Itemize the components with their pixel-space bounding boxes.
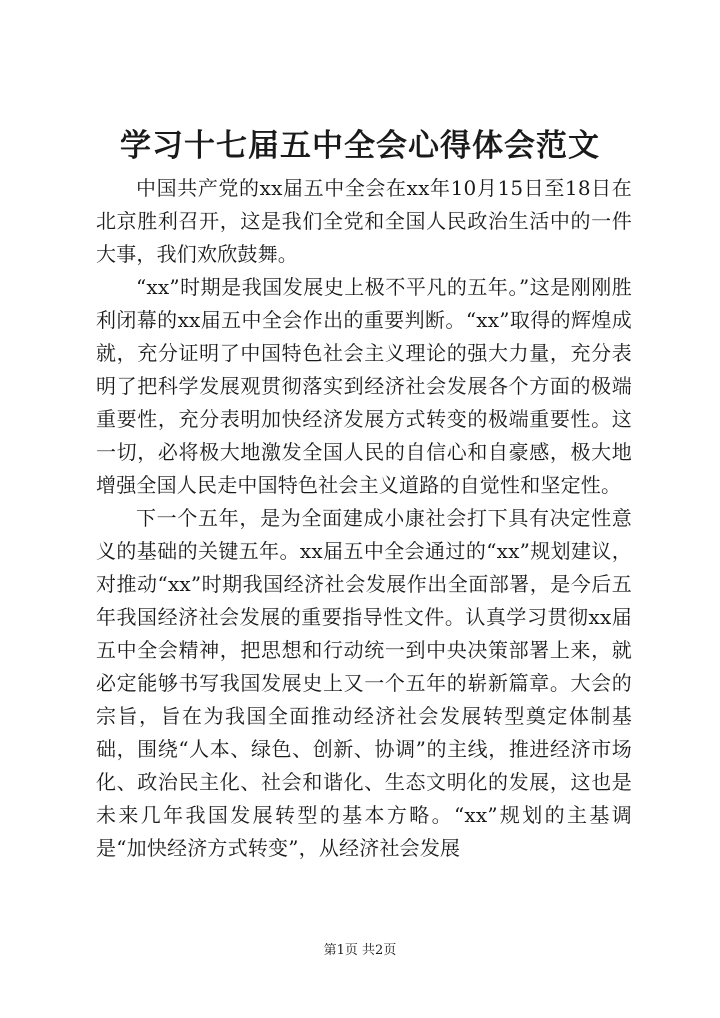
document-body <box>96 172 632 865</box>
paragraph-1: 中国共产党的xx届五中全会在xx年10月15日至18日在北京胜利召开，这是我们全党和全国人民政治生活中的一件大事，我们欢欣鼓舞。 <box>96 176 632 266</box>
paragraph-3: 下一个五年，是为全面建成小康社会打下具有决定性意义的基础的关键五年。xx届五中全会通过的“xx”规划建议，对推动“xx”时期我国经济社会发展作出全面部署，是今后五年我国经济社会发展的重要指导性文件。认真学习贯彻xx届五中全会精神，把思想和行动统一到中央决策部署上来，就必定能够书写我国发展史上又一个五年的崭新篇章。大会的宗旨，旨在为我国全面推动经济社会发展转型奠定体制基础，围绕“人本、绿色、创新、协调”的主线，推进经济市场化、政治民主化、社会和谐化、生态文明化的发展，这也是未来几年我国发展转型的基本方略。“xx”规划的主基调是“加快经济方式转变”，从经济社会发展 <box>96 506 632 860</box>
document-title: 学习十七届五中全会心得体会范文 <box>120 128 600 164</box>
page-number-footer: 第1页 共2页 <box>323 943 397 958</box>
paragraph-2: “xx”时期是我国发展史上极不平凡的五年。”这是刚刚胜利闭幕的xx届五中全会作出的重要判断。“xx”取得的辉煌成就，充分证明了中国特色社会主义理论的强大力量，充分表明了把科学发展观贯彻落实到经济社会发展各个方面的极端重要性，充分表明加快经济发展方式转变的极端重要性。这一切，必将极大地激发全国人民的自信心和自豪感，极大地增强全国人民走中国特色社会主义道路的自觉性和坚定性。 <box>96 275 632 497</box>
